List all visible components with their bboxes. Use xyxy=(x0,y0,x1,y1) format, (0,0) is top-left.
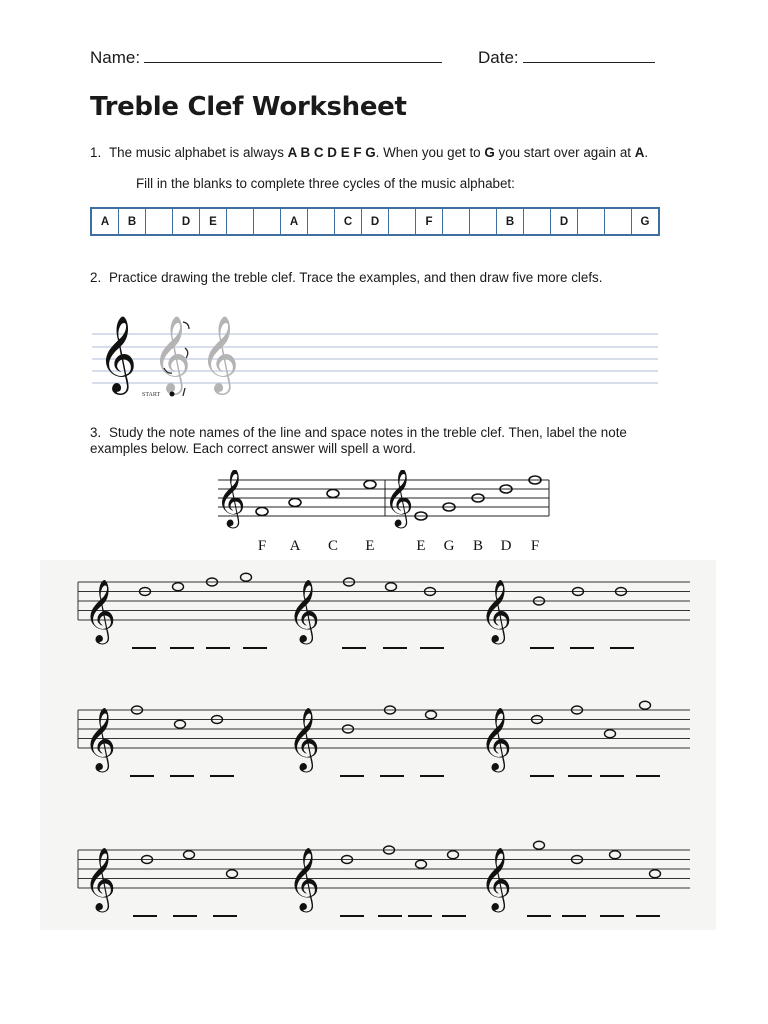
alphabet-blank-cell[interactable] xyxy=(443,208,470,235)
whole-note xyxy=(173,583,184,591)
date-field[interactable] xyxy=(478,46,655,68)
name-field[interactable] xyxy=(90,46,442,68)
q2-text: Practice drawing the treble clef. Trace the examples, and then draw five more clefs. xyxy=(109,270,603,285)
start-label: START xyxy=(142,392,161,398)
whole-note xyxy=(650,870,661,878)
treble-clef-icon: 𝄞 xyxy=(480,581,512,641)
alphabet-blank-cell[interactable] xyxy=(605,208,632,235)
q1-instruction-text: Fill in the blanks to complete three cycles of the music alphabet: xyxy=(136,176,515,191)
question-3-text-2 xyxy=(90,441,416,457)
q1-text-d: . xyxy=(644,145,649,160)
reference-staves xyxy=(0,470,768,560)
treble-clef-trace-icon: 𝄞 xyxy=(152,318,192,391)
whole-note xyxy=(534,841,545,849)
reference-clef-1-icon: 𝄞 xyxy=(216,470,246,525)
q1-text-c: you start over again at xyxy=(494,145,635,160)
treble-clef-icon: 𝄞 xyxy=(288,581,320,641)
reference-note-label: D xyxy=(500,538,512,554)
alphabet-blank-cell[interactable] xyxy=(578,208,605,235)
reference-note-label: B xyxy=(472,538,484,554)
treble-clef-icon: 𝄞 xyxy=(288,849,320,909)
alphabet-blank-cell[interactable] xyxy=(470,208,497,235)
question-1-instruction xyxy=(90,176,515,192)
whole-note xyxy=(327,490,339,498)
q1-text-b: . When you get to xyxy=(375,145,485,160)
alphabet-cell: F xyxy=(416,208,443,235)
whole-note xyxy=(426,711,437,719)
q1-a: A xyxy=(634,145,645,160)
treble-clef-example-icon: 𝄞 xyxy=(98,318,138,391)
whole-note xyxy=(386,583,397,591)
treble-clef-icon: 𝄞 xyxy=(84,709,116,769)
start-dot-icon xyxy=(170,392,175,397)
q3-text-line1: Study the note names of the line and space notes in the treble clef. Then, label the note xyxy=(109,425,627,440)
whole-note xyxy=(175,720,186,728)
alphabet-blank-cell[interactable] xyxy=(227,208,254,235)
question-1-number: 1. xyxy=(90,145,102,160)
name-label: Name: xyxy=(90,48,141,67)
q1-alphabet: A B C D E F G xyxy=(287,145,376,160)
whole-note xyxy=(289,499,301,507)
reference-note-label: C xyxy=(327,538,339,554)
alphabet-cell: G xyxy=(632,208,660,235)
alphabet-cell: A xyxy=(91,208,119,235)
alphabet-blank-cell[interactable] xyxy=(389,208,416,235)
question-3-text xyxy=(90,425,627,441)
question-2-number: 2. xyxy=(90,270,102,285)
whole-note xyxy=(227,870,238,878)
reference-note-label: G xyxy=(443,538,455,554)
whole-note xyxy=(364,481,376,489)
alphabet-blank-cell[interactable] xyxy=(308,208,335,235)
date-label: Date: xyxy=(478,48,519,67)
music-alphabet-table xyxy=(90,207,660,236)
reference-note-label: E xyxy=(416,538,426,554)
treble-clef-icon: 𝄞 xyxy=(480,709,512,769)
exercise-staff-2[interactable] xyxy=(78,701,690,776)
alphabet-blank-cell[interactable] xyxy=(524,208,551,235)
clef-practice-staff[interactable] xyxy=(0,310,768,400)
alphabet-cell: D xyxy=(362,208,389,235)
reference-note-label: F xyxy=(530,538,540,554)
whole-note xyxy=(610,851,621,859)
reference-clef-2-icon: 𝄞 xyxy=(384,470,414,525)
whole-note xyxy=(184,851,195,859)
reference-note-labels xyxy=(258,538,539,554)
exercise-staff-1[interactable] xyxy=(78,573,690,648)
treble-clef-icon: 𝄞 xyxy=(84,581,116,641)
alphabet-row xyxy=(91,208,659,235)
reference-note-label: F xyxy=(257,538,267,554)
date-blank-line[interactable] xyxy=(523,46,655,63)
q1-g: G xyxy=(484,145,495,160)
whole-note xyxy=(241,573,252,581)
exercise-staff-3[interactable] xyxy=(78,841,690,916)
question-3-number: 3. xyxy=(90,425,102,440)
alphabet-blank-cell[interactable] xyxy=(254,208,281,235)
alphabet-cell: E xyxy=(200,208,227,235)
reference-note-label: A xyxy=(289,538,301,554)
whole-note xyxy=(256,508,268,516)
q3-text-line2: examples below. Each correct answer will spell a word. xyxy=(90,441,416,456)
whole-note xyxy=(605,730,616,738)
whole-note xyxy=(416,860,427,868)
q1-text-a: The music alphabet is always xyxy=(109,145,288,160)
alphabet-cell: C xyxy=(335,208,362,235)
whole-note xyxy=(640,701,651,709)
note-exercises[interactable] xyxy=(0,560,768,930)
question-1-text xyxy=(90,145,648,161)
treble-clef-icon: 𝄞 xyxy=(84,849,116,909)
question-2-text xyxy=(90,270,602,286)
treble-clef-icon: 𝄞 xyxy=(480,849,512,909)
alphabet-cell: D xyxy=(173,208,200,235)
name-blank-line[interactable] xyxy=(144,46,442,63)
alphabet-cell: D xyxy=(551,208,578,235)
treble-clef-trace-2-icon: 𝄞 xyxy=(200,318,240,391)
whole-note xyxy=(448,851,459,859)
alphabet-cell: B xyxy=(119,208,146,235)
page-title: Treble Clef Worksheet xyxy=(90,92,407,122)
treble-clef-icon: 𝄞 xyxy=(288,709,320,769)
reference-note-label: E xyxy=(365,538,375,554)
alphabet-blank-cell[interactable] xyxy=(146,208,173,235)
alphabet-cell: A xyxy=(281,208,308,235)
alphabet-cell: B xyxy=(497,208,524,235)
